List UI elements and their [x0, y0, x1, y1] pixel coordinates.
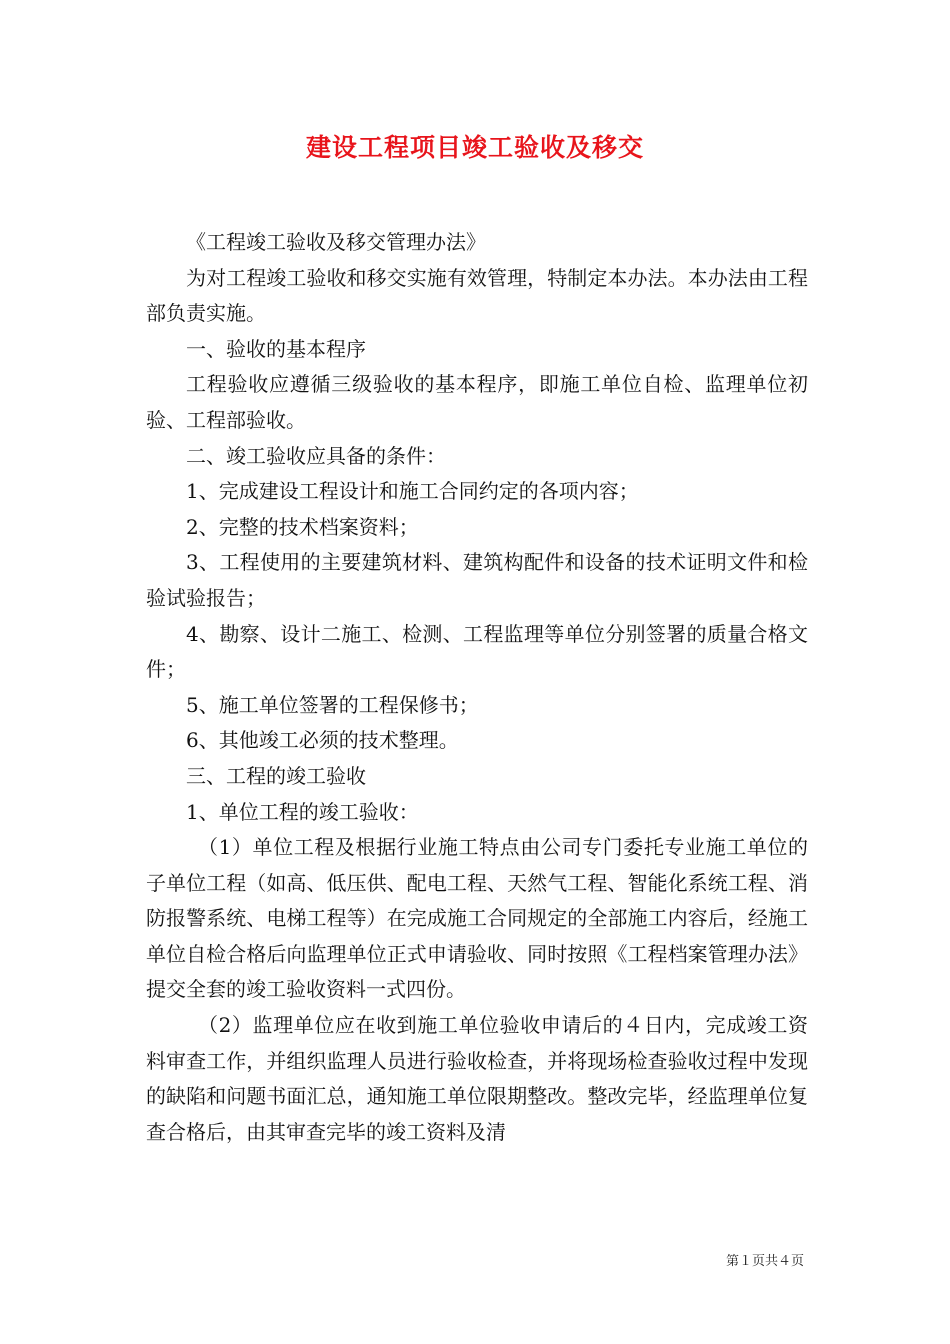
paragraph: 3、工程使用的主要建筑材料、建筑构配件和设备的技术证明文件和检验试验报告；: [146, 550, 808, 610]
paragraph: 4、勘察、设计二施工、检测、工程监理等单位分别签署的质量合格文件；: [146, 621, 808, 682]
page-number: 第１页共４页: [725, 1254, 804, 1269]
paragraph: （1）单位工程及根据行业施工特点由公司专门委托专业施工单位的子单位工程（如高、低压供、配电工程、天然气工程、智能化系统工程、消防报警系统、电梯工程等）在完成施工合同规定的全部施工内容后，经施工单位自检合格后向监理单位正式申请验收、同时按照《工程档案管理办法》提交全套的竣工验收资料一式四份。: [146, 835, 808, 1002]
document-body: [146, 225, 808, 1150]
paragraph: 2、完整的技术档案资料；: [186, 514, 419, 539]
paragraph: 1、完成建设工程设计和施工合同约定的各项内容；: [186, 479, 639, 504]
paragraph: 二、竣工验收应具备的条件：: [186, 443, 446, 468]
paragraph: 《工程竣工验收及移交管理办法》: [186, 230, 486, 254]
paragraph: 一、验收的基本程序: [186, 336, 366, 361]
paragraph: 工程验收应遵循三级验收的基本程序，即施工单位自检、监理单位初验、工程部验收。: [146, 372, 808, 432]
paragraph: 为对工程竣工验收和移交实施有效管理，特制定本办法。本办法由工程部负责实施。: [146, 265, 808, 326]
paragraph: 5、施工单位签署的工程保修书；: [186, 692, 479, 717]
paragraph: （2）监理单位应在收到施工单位验收申请后的４日内，完成竣工资料审查工作，并组织监理人员进行验收检查，并将现场检查验收过程中发现的缺陷和问题书面汇总，通知施工单位限期整改。整改完毕，经监理单位复查合格后，由其审查完毕的竣工资料及清: [146, 1013, 808, 1144]
paragraph: 6、其他竣工必须的技术整理。: [186, 728, 459, 753]
paragraph: 1、单位工程的竣工验收：: [186, 799, 419, 824]
document-title: 建设工程项目竣工验收及移交: [305, 133, 644, 162]
paragraph: 三、工程的竣工验收: [186, 763, 366, 788]
